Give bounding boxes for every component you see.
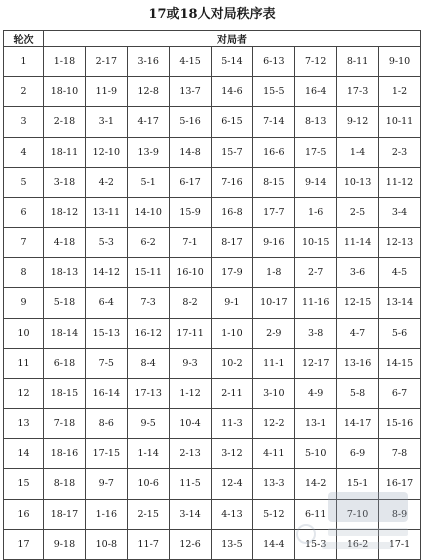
pairing-cell: 13-11 [85,197,127,227]
pairing-cell: 8-2 [169,288,211,318]
pairing-cell: 9-14 [295,167,337,197]
pairing-cell: 7-8 [379,439,421,469]
pairing-cell: 8-6 [85,409,127,439]
pairing-cell: 2-13 [169,439,211,469]
pairing-cell: 17-3 [337,77,379,107]
pairing-cell: 18-10 [44,77,86,107]
pairing-cell: 17-7 [253,197,295,227]
pairing-cell: 13-3 [253,469,295,499]
pairing-cell: 9-18 [44,529,86,559]
pairing-cell: 10-4 [169,409,211,439]
pairing-cell: 4-18 [44,228,86,258]
round-number: 16 [4,499,44,529]
pairing-cell: 10-11 [379,107,421,137]
pairing-cell: 14-6 [211,77,253,107]
pairing-cell: 13-1 [295,409,337,439]
pairing-cell: 4-2 [85,167,127,197]
round-number: 14 [4,439,44,469]
pairing-cell: 9-12 [337,107,379,137]
pairing-cell: 6-11 [295,499,337,529]
pairing-cell: 2-7 [295,258,337,288]
table-row [4,439,421,469]
pairing-cell: 2-9 [253,318,295,348]
pairing-cell: 5-18 [44,288,86,318]
table-row [4,47,421,77]
pairing-cell: 9-10 [379,47,421,77]
pairing-cell: 8-4 [127,348,169,378]
table-body [4,47,421,560]
pairing-cell: 16-4 [295,77,337,107]
pairing-cell: 4-9 [295,378,337,408]
pairing-cell: 5-1 [127,167,169,197]
pairing-cell: 8-18 [44,469,86,499]
round-number: 4 [4,137,44,167]
pairing-cell: 18-11 [44,137,86,167]
pairing-cell: 10-8 [85,529,127,559]
pairing-cell: 15-1 [337,469,379,499]
pairing-cell: 7-14 [253,107,295,137]
pairing-cell: 7-3 [127,288,169,318]
pairing-cell: 11-1 [253,348,295,378]
pairing-cell: 13-7 [169,77,211,107]
pairing-cell: 3-16 [127,47,169,77]
table-row [4,378,421,408]
pairing-cell: 14-2 [295,469,337,499]
table-row [4,228,421,258]
pairing-cell: 10-17 [253,288,295,318]
pairing-cell: 13-14 [379,288,421,318]
table-row [4,318,421,348]
pairing-cell: 14-17 [337,409,379,439]
pairing-cell: 15-3 [295,529,337,559]
round-number: 11 [4,348,44,378]
pairing-cell: 12-17 [295,348,337,378]
table-row [4,77,421,107]
pairing-cell: 8-13 [295,107,337,137]
pairing-cell: 5-10 [295,439,337,469]
page-title: 17或18人对局秩序表 [148,7,276,22]
pairing-cell: 8-17 [211,228,253,258]
pairing-cell: 16-10 [169,258,211,288]
pairing-cell: 12-2 [253,409,295,439]
pairing-cell: 17-5 [295,137,337,167]
pairing-cell: 5-14 [211,47,253,77]
pairing-cell: 18-17 [44,499,86,529]
round-number: 7 [4,228,44,258]
table-header [4,31,421,47]
pairing-cell: 3-6 [337,258,379,288]
pairing-cell: 12-6 [169,529,211,559]
pairing-cell: 6-18 [44,348,86,378]
pairing-cell: 15-16 [379,409,421,439]
table-row [4,167,421,197]
pairing-cell: 12-8 [127,77,169,107]
round-number: 15 [4,469,44,499]
pairing-cell: 7-12 [295,47,337,77]
pairing-cell: 4-17 [127,107,169,137]
pairing-cell: 4-15 [169,47,211,77]
pairing-cell: 4-11 [253,439,295,469]
pairing-cell: 6-15 [211,107,253,137]
pairing-cell: 3-10 [253,378,295,408]
header-round: 轮次 [4,31,44,47]
pairing-cell: 10-13 [337,167,379,197]
pairing-cell: 15-7 [211,137,253,167]
pairing-cell: 4-5 [379,258,421,288]
pairing-cell: 3-18 [44,167,86,197]
pairing-cell: 13-16 [337,348,379,378]
header-pairings: 对局者 [44,31,421,47]
pairing-cell: 6-2 [127,228,169,258]
pairing-cell: 16-2 [337,529,379,559]
table-row [4,107,421,137]
pairing-cell: 15-5 [253,77,295,107]
pairing-cell: 9-16 [253,228,295,258]
pairing-cell: 9-1 [211,288,253,318]
table-row [4,137,421,167]
table-row [4,348,421,378]
pairing-cell: 14-15 [379,348,421,378]
pairing-cell: 4-7 [337,318,379,348]
pairing-schedule-table [3,30,421,560]
pairing-cell: 15-11 [127,258,169,288]
pairing-cell: 17-9 [211,258,253,288]
pairing-cell: 15-13 [85,318,127,348]
pairing-cell: 7-16 [211,167,253,197]
pairing-cell: 8-15 [253,167,295,197]
pairing-cell: 5-6 [379,318,421,348]
round-number: 6 [4,197,44,227]
pairing-cell: 6-7 [379,378,421,408]
pairing-cell: 16-14 [85,378,127,408]
pairing-cell: 9-5 [127,409,169,439]
pairing-cell: 12-4 [211,469,253,499]
pairing-cell: 5-3 [85,228,127,258]
header-row [4,31,421,47]
pairing-cell: 3-14 [169,499,211,529]
pairing-cell: 5-12 [253,499,295,529]
pairing-cell: 11-7 [127,529,169,559]
pairing-cell: 10-2 [211,348,253,378]
pairing-cell: 1-2 [379,77,421,107]
pairing-cell: 14-10 [127,197,169,227]
pairing-cell: 11-12 [379,167,421,197]
pairing-cell: 18-16 [44,439,86,469]
pairing-cell: 17-15 [85,439,127,469]
pairing-cell: 3-1 [85,107,127,137]
pairing-cell: 9-3 [169,348,211,378]
pairing-cell: 8-11 [337,47,379,77]
pairing-cell: 7-18 [44,409,86,439]
pairing-cell: 2-17 [85,47,127,77]
pairing-cell: 5-8 [337,378,379,408]
table-row [4,499,421,529]
pairing-cell: 7-5 [85,348,127,378]
pairing-cell: 13-9 [127,137,169,167]
pairing-cell: 1-8 [253,258,295,288]
pairing-cell: 18-13 [44,258,86,288]
table-row [4,258,421,288]
pairing-cell: 4-13 [211,499,253,529]
pairing-cell: 1-12 [169,378,211,408]
pairing-cell: 16-8 [211,197,253,227]
pairing-cell: 13-5 [211,529,253,559]
pairing-cell: 1-4 [337,137,379,167]
pairing-cell: 18-14 [44,318,86,348]
pairing-cell: 6-9 [337,439,379,469]
pairing-cell: 5-16 [169,107,211,137]
round-number: 5 [4,167,44,197]
pairing-cell: 11-16 [295,288,337,318]
pairing-cell: 3-4 [379,197,421,227]
pairing-cell: 2-11 [211,378,253,408]
table-row [4,197,421,227]
pairing-cell: 18-15 [44,378,86,408]
pairing-cell: 6-17 [169,167,211,197]
pairing-cell: 3-8 [295,318,337,348]
pairing-cell: 16-12 [127,318,169,348]
pairing-cell: 12-10 [85,137,127,167]
pairing-cell: 16-6 [253,137,295,167]
pairing-cell: 8-9 [379,499,421,529]
round-number: 17 [4,529,44,559]
round-number: 9 [4,288,44,318]
pairing-cell: 11-5 [169,469,211,499]
pairing-cell: 11-3 [211,409,253,439]
pairing-cell: 10-15 [295,228,337,258]
pairing-cell: 1-6 [295,197,337,227]
pairing-cell: 3-12 [211,439,253,469]
pairing-cell: 18-12 [44,197,86,227]
pairing-cell: 1-10 [211,318,253,348]
table-row [4,409,421,439]
pairing-cell: 17-1 [379,529,421,559]
pairing-cell: 14-8 [169,137,211,167]
pairing-cell: 17-13 [127,378,169,408]
pairing-cell: 17-11 [169,318,211,348]
pairing-cell: 2-18 [44,107,86,137]
round-number: 3 [4,107,44,137]
pairing-cell: 2-5 [337,197,379,227]
round-number: 2 [4,77,44,107]
pairing-cell: 1-18 [44,47,86,77]
pairing-cell: 15-9 [169,197,211,227]
table-row [4,529,421,559]
pairing-cell: 1-16 [85,499,127,529]
pairing-cell: 11-9 [85,77,127,107]
pairing-cell: 14-12 [85,258,127,288]
round-number: 1 [4,47,44,77]
pairing-cell: 12-15 [337,288,379,318]
pairing-cell: 12-13 [379,228,421,258]
pairing-cell: 2-15 [127,499,169,529]
table-row [4,469,421,499]
round-number: 13 [4,409,44,439]
pairing-cell: 7-1 [169,228,211,258]
round-number: 8 [4,258,44,288]
table-row [4,288,421,318]
round-number: 12 [4,378,44,408]
pairing-cell: 11-14 [337,228,379,258]
pairing-cell: 9-7 [85,469,127,499]
pairing-cell: 6-13 [253,47,295,77]
pairing-cell: 6-4 [85,288,127,318]
round-number: 10 [4,318,44,348]
pairing-cell: 16-17 [379,469,421,499]
pairing-cell: 2-3 [379,137,421,167]
pairing-cell: 14-4 [253,529,295,559]
pairing-cell: 1-14 [127,439,169,469]
pairing-cell: 10-6 [127,469,169,499]
pairing-cell: 7-10 [337,499,379,529]
